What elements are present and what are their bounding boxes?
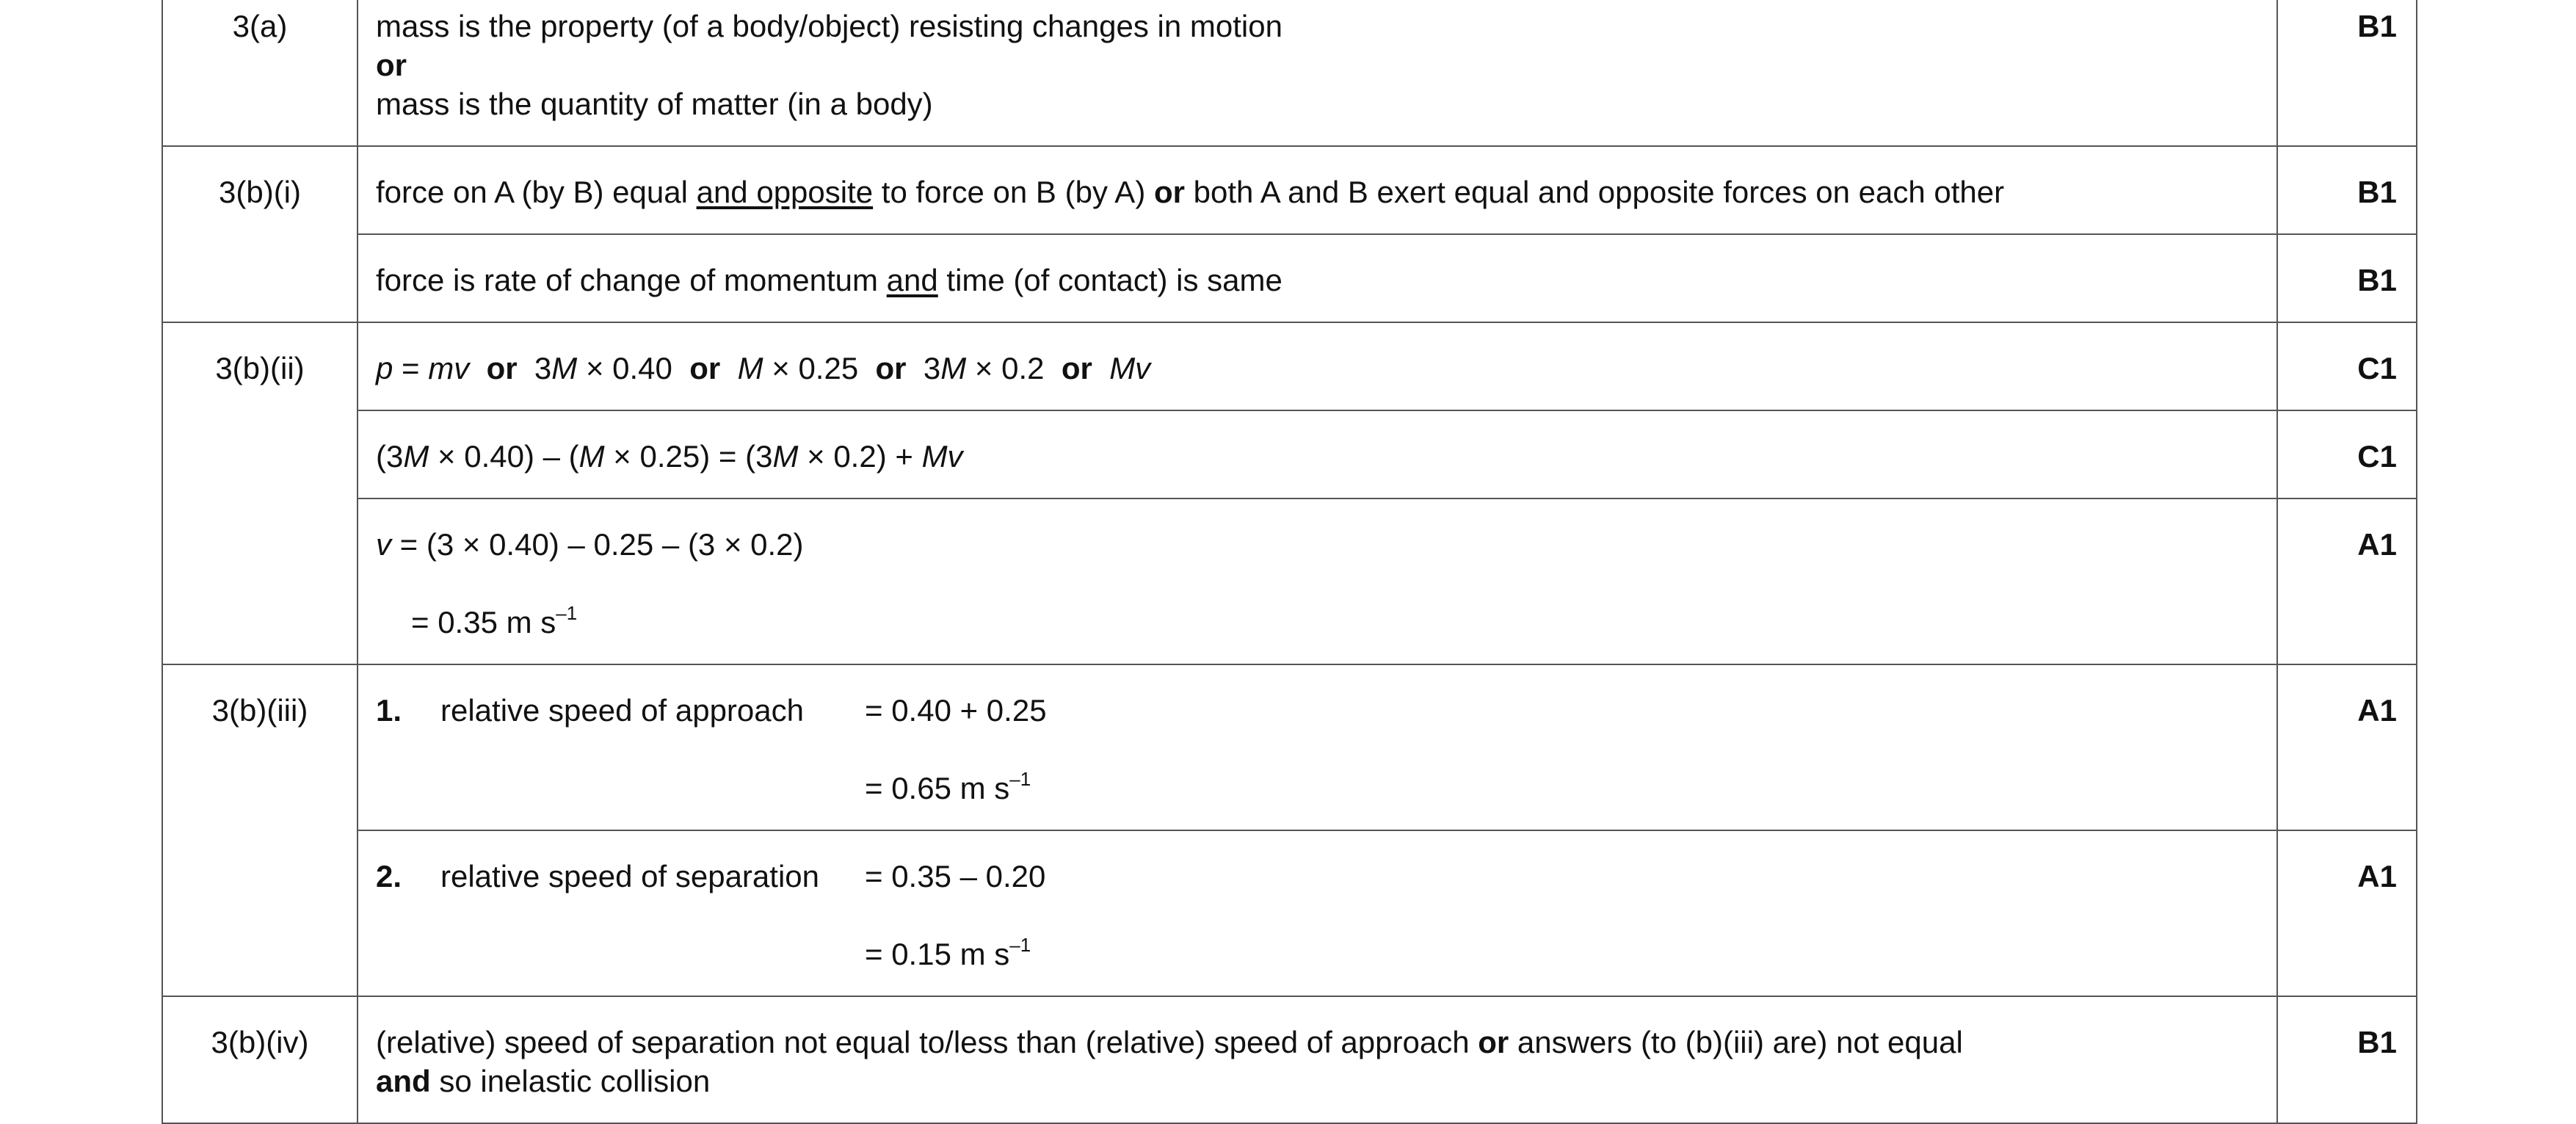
question-number: 3(a) [162, 0, 358, 146]
question-number: 3(b)(iv) [162, 996, 358, 1123]
or-connector: or [1061, 351, 1092, 385]
answer-line: mass is the quantity of matter (in a body) [376, 87, 933, 121]
question-number: 3(b)(iii) [162, 664, 358, 996]
table-row [162, 410, 2417, 498]
mark-scheme-table [162, 0, 2417, 1124]
answer-cell [358, 498, 2277, 664]
answer-cell [358, 830, 2277, 996]
equation-line: (3M × 0.40) – (M × 0.25) = (3M × 0.2) + Mv [376, 439, 963, 474]
answer-line: (relative) speed of separation not equal to/less than (relative) speed of approach or answers (to (b)(iii) are) not equal [376, 1025, 1963, 1059]
calculation-line: 1. relative speed of approach = 0.40 + 0.25 [376, 693, 1047, 728]
table-row [162, 996, 2417, 1123]
mark-cell: B1 [2277, 996, 2417, 1123]
answer-cell [358, 146, 2277, 234]
table-row [162, 322, 2417, 410]
answer-line: force on A (by B) equal and opposite to force on B (by A) or both A and B exert equal and opposite forces on each other [376, 175, 2005, 209]
or-connector: or [689, 351, 721, 385]
answer-line: and so inelastic collision [376, 1064, 711, 1098]
mark-cell: A1 [2277, 664, 2417, 830]
table-row [162, 0, 2417, 146]
and-connector: and [376, 1064, 431, 1098]
answer-cell [358, 0, 2277, 146]
equation-line: v = (3 × 0.40) – 0.25 – (3 × 0.2) [376, 527, 804, 562]
answer-cell [358, 410, 2277, 498]
question-number: 3(b)(ii) [162, 322, 358, 664]
table-row [162, 146, 2417, 234]
or-connector: or [486, 351, 518, 385]
answer-line: force is rate of change of momentum and time (of contact) is same [376, 263, 1282, 297]
result-line: = 0.35 m $s^{-1}$ [411, 602, 578, 639]
or-connector: or [875, 351, 907, 385]
mark-cell: B1 [2277, 146, 2417, 234]
answer-cell [358, 234, 2277, 322]
table-row [162, 664, 2417, 830]
or-connector: or [1478, 1025, 1509, 1059]
result-line: = 0.15 m $s^{-1}$ [865, 934, 1031, 971]
answer-line: mass is the property (of a body/object) resisting changes in motion [376, 9, 1282, 43]
equation-line: p = mv or 3M × 0.40 or M × 0.25 or 3M × 0.2 or Mv [376, 351, 1151, 385]
answer-cell [358, 322, 2277, 410]
table-row [162, 234, 2417, 322]
mark-cell: A1 [2277, 498, 2417, 664]
mark-cell: C1 [2277, 322, 2417, 410]
answer-cell [358, 996, 2277, 1123]
mark-cell: B1 [2277, 0, 2417, 146]
mark-cell: C1 [2277, 410, 2417, 498]
result-line: = 0.65 m $s^{-1}$ [865, 768, 1031, 805]
table-row [162, 830, 2417, 996]
table-row [162, 498, 2417, 664]
mark-cell: A1 [2277, 830, 2417, 996]
mark-cell: B1 [2277, 234, 2417, 322]
calculation-line: 2. relative speed of separation = 0.35 – 0.20 [376, 859, 1046, 893]
or-connector: or [376, 48, 407, 82]
question-number: 3(b)(i) [162, 146, 358, 322]
or-connector: or [1153, 175, 1185, 209]
answer-cell [358, 664, 2277, 830]
